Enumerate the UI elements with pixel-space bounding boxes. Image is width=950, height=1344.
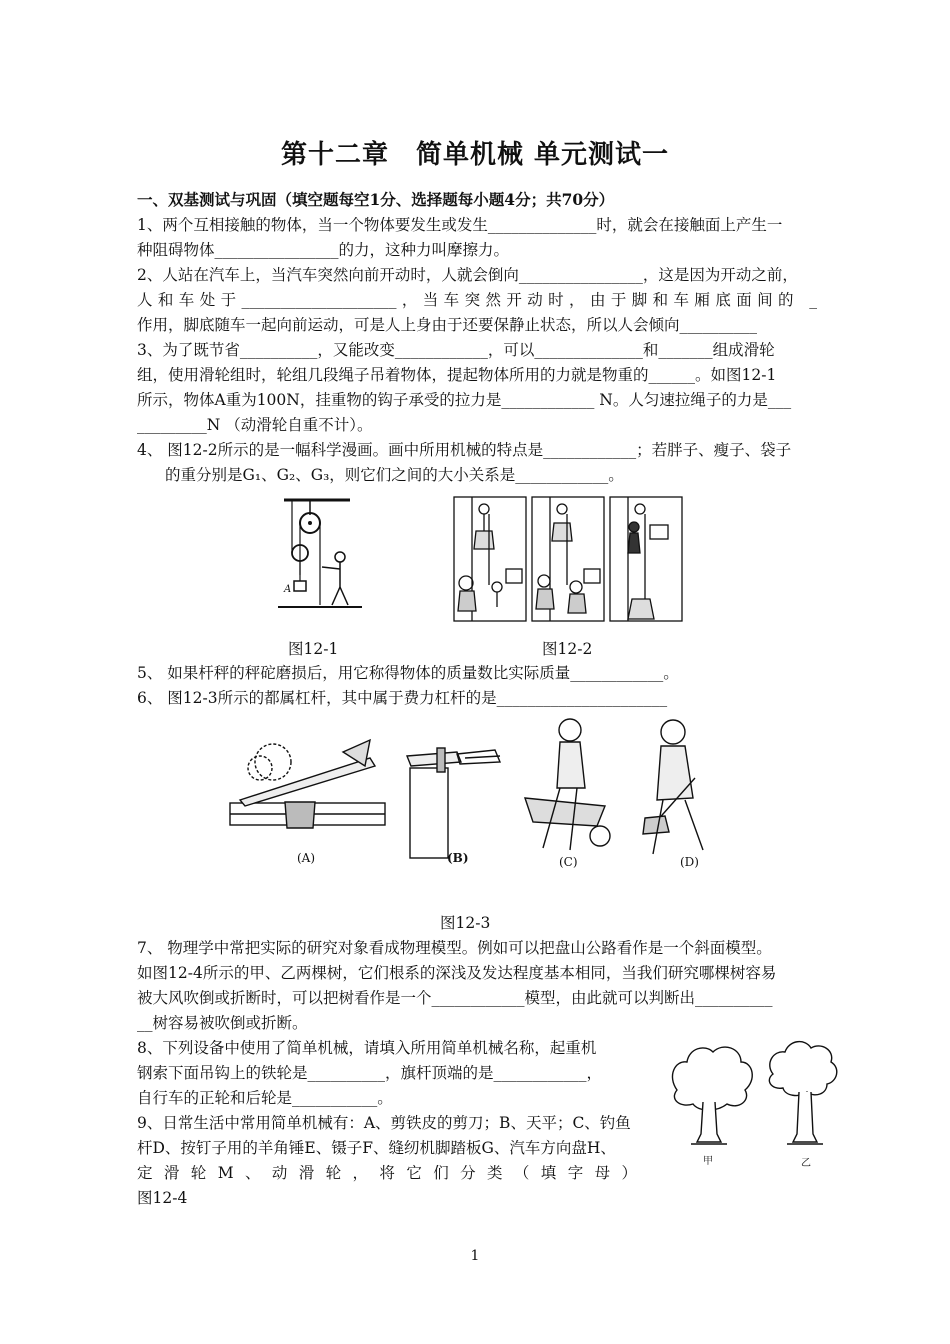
figure-12-1-label-a: A xyxy=(284,584,292,595)
figure-12-3-label-d: (D) xyxy=(680,855,699,869)
figure-12-4-trees xyxy=(665,1038,860,1168)
figure-12-3-label-c: (C) xyxy=(559,855,578,869)
figure-12-4-caption: 图12-4 xyxy=(137,1189,188,1207)
question-9-line-2: 杆D、按钉子用的羊角锤E、镊子F、缝纫机脚踏板G、汽车方向盘H、 xyxy=(137,1139,616,1157)
figure-12-1-pulley xyxy=(270,495,370,620)
question-8-line-1: 8、下列设备中使用了简单机械，请填入所用简单机械名称，起重机 xyxy=(137,1039,597,1057)
page-number: 1 xyxy=(470,1248,480,1264)
question-8-line-2: 钢索下面吊钩上的铁轮是__________，旗杆顶端的是____________， xyxy=(137,1064,603,1082)
question-7-line-2: 如图12-4所示的甲、乙两棵树，它们根系的深浅及发达程度基本相同，当我们研究哪棵树容易 xyxy=(137,964,777,982)
figure-12-2-comic xyxy=(452,495,684,625)
question-2-line-3: 作用，脚底随车一起向前运动，可是人上身由于还要保静止状态，所以人会倾向__________ xyxy=(137,316,758,334)
question-7-line-4: __树容易被吹倒或折断。 xyxy=(137,1014,308,1032)
question-3-line-4: _________N （动滑轮自重不计）。 xyxy=(137,416,373,434)
question-9-line-3: 定滑轮M、动滑轮，将它们分类（填字母） xyxy=(137,1164,637,1182)
figure-12-4-label-yi: 乙 xyxy=(801,1158,811,1169)
question-3-line-2: 组，使用滑轮组时，轮组几段绳子吊着物体，提起物体所用的力就是物重的______。如图12-1 xyxy=(137,366,777,384)
question-6: 6、 图12-3所示的都属杠杆，其中属于费力杠杆的是______________________ xyxy=(137,689,668,707)
question-5: 5、 如果杆秤的秤砣磨损后，用它称得物体的质量数比实际质量____________。 xyxy=(137,664,679,682)
question-4-line-1: 4、 图12-2所示的是一幅科学漫画。画中所用机械的特点是____________；若胖子、瘦子、袋子 xyxy=(137,441,792,459)
page-title: 第十二章 简单机械 单元测试一 xyxy=(280,140,670,170)
question-7-line-1: 7、 物理学中常把实际的研究对象看成物理模型。例如可以把盘山公路看作是一个斜面模型。 xyxy=(137,939,772,957)
question-8-line-3: 自行车的正轮和后轮是___________。 xyxy=(137,1089,393,1107)
question-3-line-3: 所示，物体A重为100N，挂重物的钩子承受的拉力是____________ N。人匀速拉绳子的力是___ xyxy=(137,391,792,409)
question-4-line-2: 的重分别是G₁、G₂、G₃，则它们之间的大小关系是____________。 xyxy=(165,466,624,484)
section-heading: 一、双基测试与巩固（填空题每空1分、选择题每小题4分；共70分） xyxy=(137,190,615,209)
question-3-line-1: 3、为了既节省__________，又能改变____________，可以______________和_______组成滑轮 xyxy=(137,341,775,359)
figure-12-3-caption: 图12-3 xyxy=(440,914,491,932)
figure-12-1-caption: 图12-1 xyxy=(288,640,339,658)
question-2-line-1: 2、人站在汽车上，当汽车突然向前开动时，人就会倒向________________，这是因为开动之前， xyxy=(137,266,798,284)
figure-12-2-caption: 图12-2 xyxy=(542,640,593,658)
question-9-line-1: 9、日常生活中常用简单机械有：A、剪铁皮的剪刀；B、天平；C、钓鱼 xyxy=(137,1114,631,1132)
question-7-line-3: 被大风吹倒或折断时，可以把树看作是一个____________模型，由此就可以判断出__________ xyxy=(137,989,773,1007)
question-1-line-1: 1、两个互相接触的物体，当一个物体要发生或发生______________时，就会在接触面上产生一 xyxy=(137,216,783,234)
figure-12-3-label-b: (B) xyxy=(447,851,469,865)
question-2-line-2: 人和车处于____________________，当车突然开动时，由于脚和车厢底面间的 _ xyxy=(137,291,817,309)
figure-12-4-label-jia: 甲 xyxy=(703,1156,713,1167)
figure-12-3-label-a: (A) xyxy=(297,851,316,865)
figure-12-3-levers xyxy=(225,718,730,876)
question-1-line-2: 种阻碍物体________________的力，这种力叫摩擦力。 xyxy=(137,241,510,259)
